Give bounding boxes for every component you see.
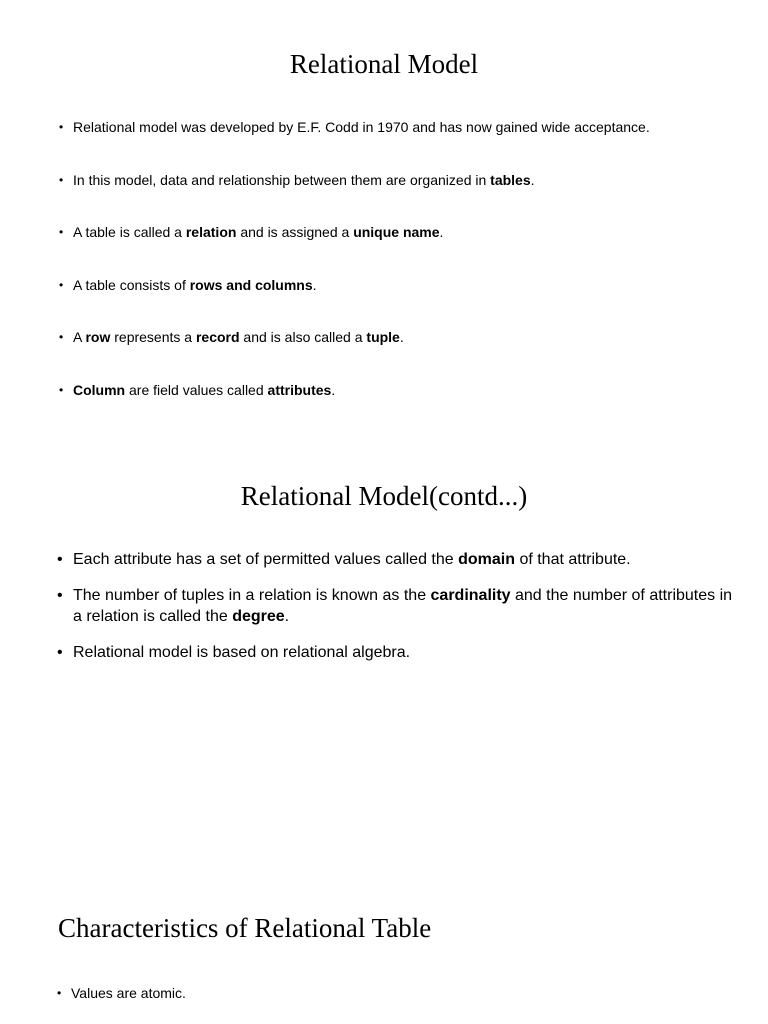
bullet-text: The number of tuples in a relation is known as the xyxy=(73,586,431,604)
bold-term: row xyxy=(85,329,111,345)
bullet-text: Relational model is based on relational algebra. xyxy=(73,643,411,661)
bullet-text: A xyxy=(73,329,86,345)
bullet-text: A table consists of xyxy=(73,276,190,293)
bold-term: cardinality xyxy=(430,586,511,604)
slide-1-bullet-list xyxy=(59,117,753,432)
slide-2-title: Relational Model(contd...) xyxy=(240,481,528,511)
bullet-text: . xyxy=(399,329,404,345)
slide-3-bullet-list xyxy=(57,983,731,1003)
slide-3-title: Characteristics of Relational Table xyxy=(58,913,432,943)
bullet-text: Each attribute has a set of permitted values called the xyxy=(73,551,459,568)
bullet-item xyxy=(59,170,753,223)
bullet-dot-icon: • xyxy=(59,382,64,397)
bullet-text: . xyxy=(284,608,290,625)
bullet-text: Values are atomic. xyxy=(71,985,186,1001)
bullet-text: of that attribute. xyxy=(515,551,631,568)
bullet-item xyxy=(57,585,737,628)
slide-1-title: Relational Model xyxy=(289,49,479,79)
bullet-text: . xyxy=(530,171,535,188)
bullet-text: In this model, data and relationship between them are organized in xyxy=(73,171,491,188)
bullet-dot-icon: • xyxy=(59,330,64,344)
bullet-dot-icon: • xyxy=(57,586,63,604)
bold-term: relation xyxy=(185,224,237,240)
bold-term: unique name xyxy=(353,224,440,240)
slide-2-bullet-list xyxy=(57,549,737,677)
bullet-text: . xyxy=(331,381,336,398)
bullet-item xyxy=(57,642,733,664)
bullet-dot-icon: • xyxy=(59,277,64,292)
bullet-item xyxy=(57,983,731,1003)
bold-term: rows and columns xyxy=(189,276,313,293)
bullet-text: and the number of attributes in a relation is called the xyxy=(73,586,737,625)
bold-term: domain xyxy=(458,551,515,568)
bullet-text: A table is called a xyxy=(73,224,186,240)
bullet-dot-icon: • xyxy=(59,172,64,187)
bold-term: Column xyxy=(73,381,126,398)
bullet-text: Relational model was developed by E.F. Codd in 1970 and has now gained wide acceptance. xyxy=(73,119,650,135)
bold-term: tuple xyxy=(366,329,400,345)
bullet-dot-icon: • xyxy=(59,120,64,134)
bold-term: attributes xyxy=(267,381,332,398)
bullet-dot-icon: • xyxy=(57,551,63,568)
bullet-text: represents a xyxy=(110,329,196,345)
bullet-text: . xyxy=(439,224,444,240)
bullet-text: and is also called a xyxy=(239,329,367,345)
bold-term: record xyxy=(195,329,240,345)
bullet-item xyxy=(59,275,753,328)
bullet-dot-icon: • xyxy=(57,643,63,661)
bold-term: tables xyxy=(490,171,531,188)
bullet-item xyxy=(59,380,753,433)
bullet-dot-icon: • xyxy=(57,986,62,1000)
bullet-text: and is assigned a xyxy=(236,224,354,240)
bullet-dot-icon: • xyxy=(59,225,64,239)
bullet-text: . xyxy=(312,276,317,293)
bold-term: degree xyxy=(232,608,285,625)
bullet-item xyxy=(59,222,753,275)
bullet-item xyxy=(57,549,733,571)
bullet-item xyxy=(59,327,753,380)
bullet-item xyxy=(59,117,753,170)
bullet-text: are field values called xyxy=(125,381,268,398)
